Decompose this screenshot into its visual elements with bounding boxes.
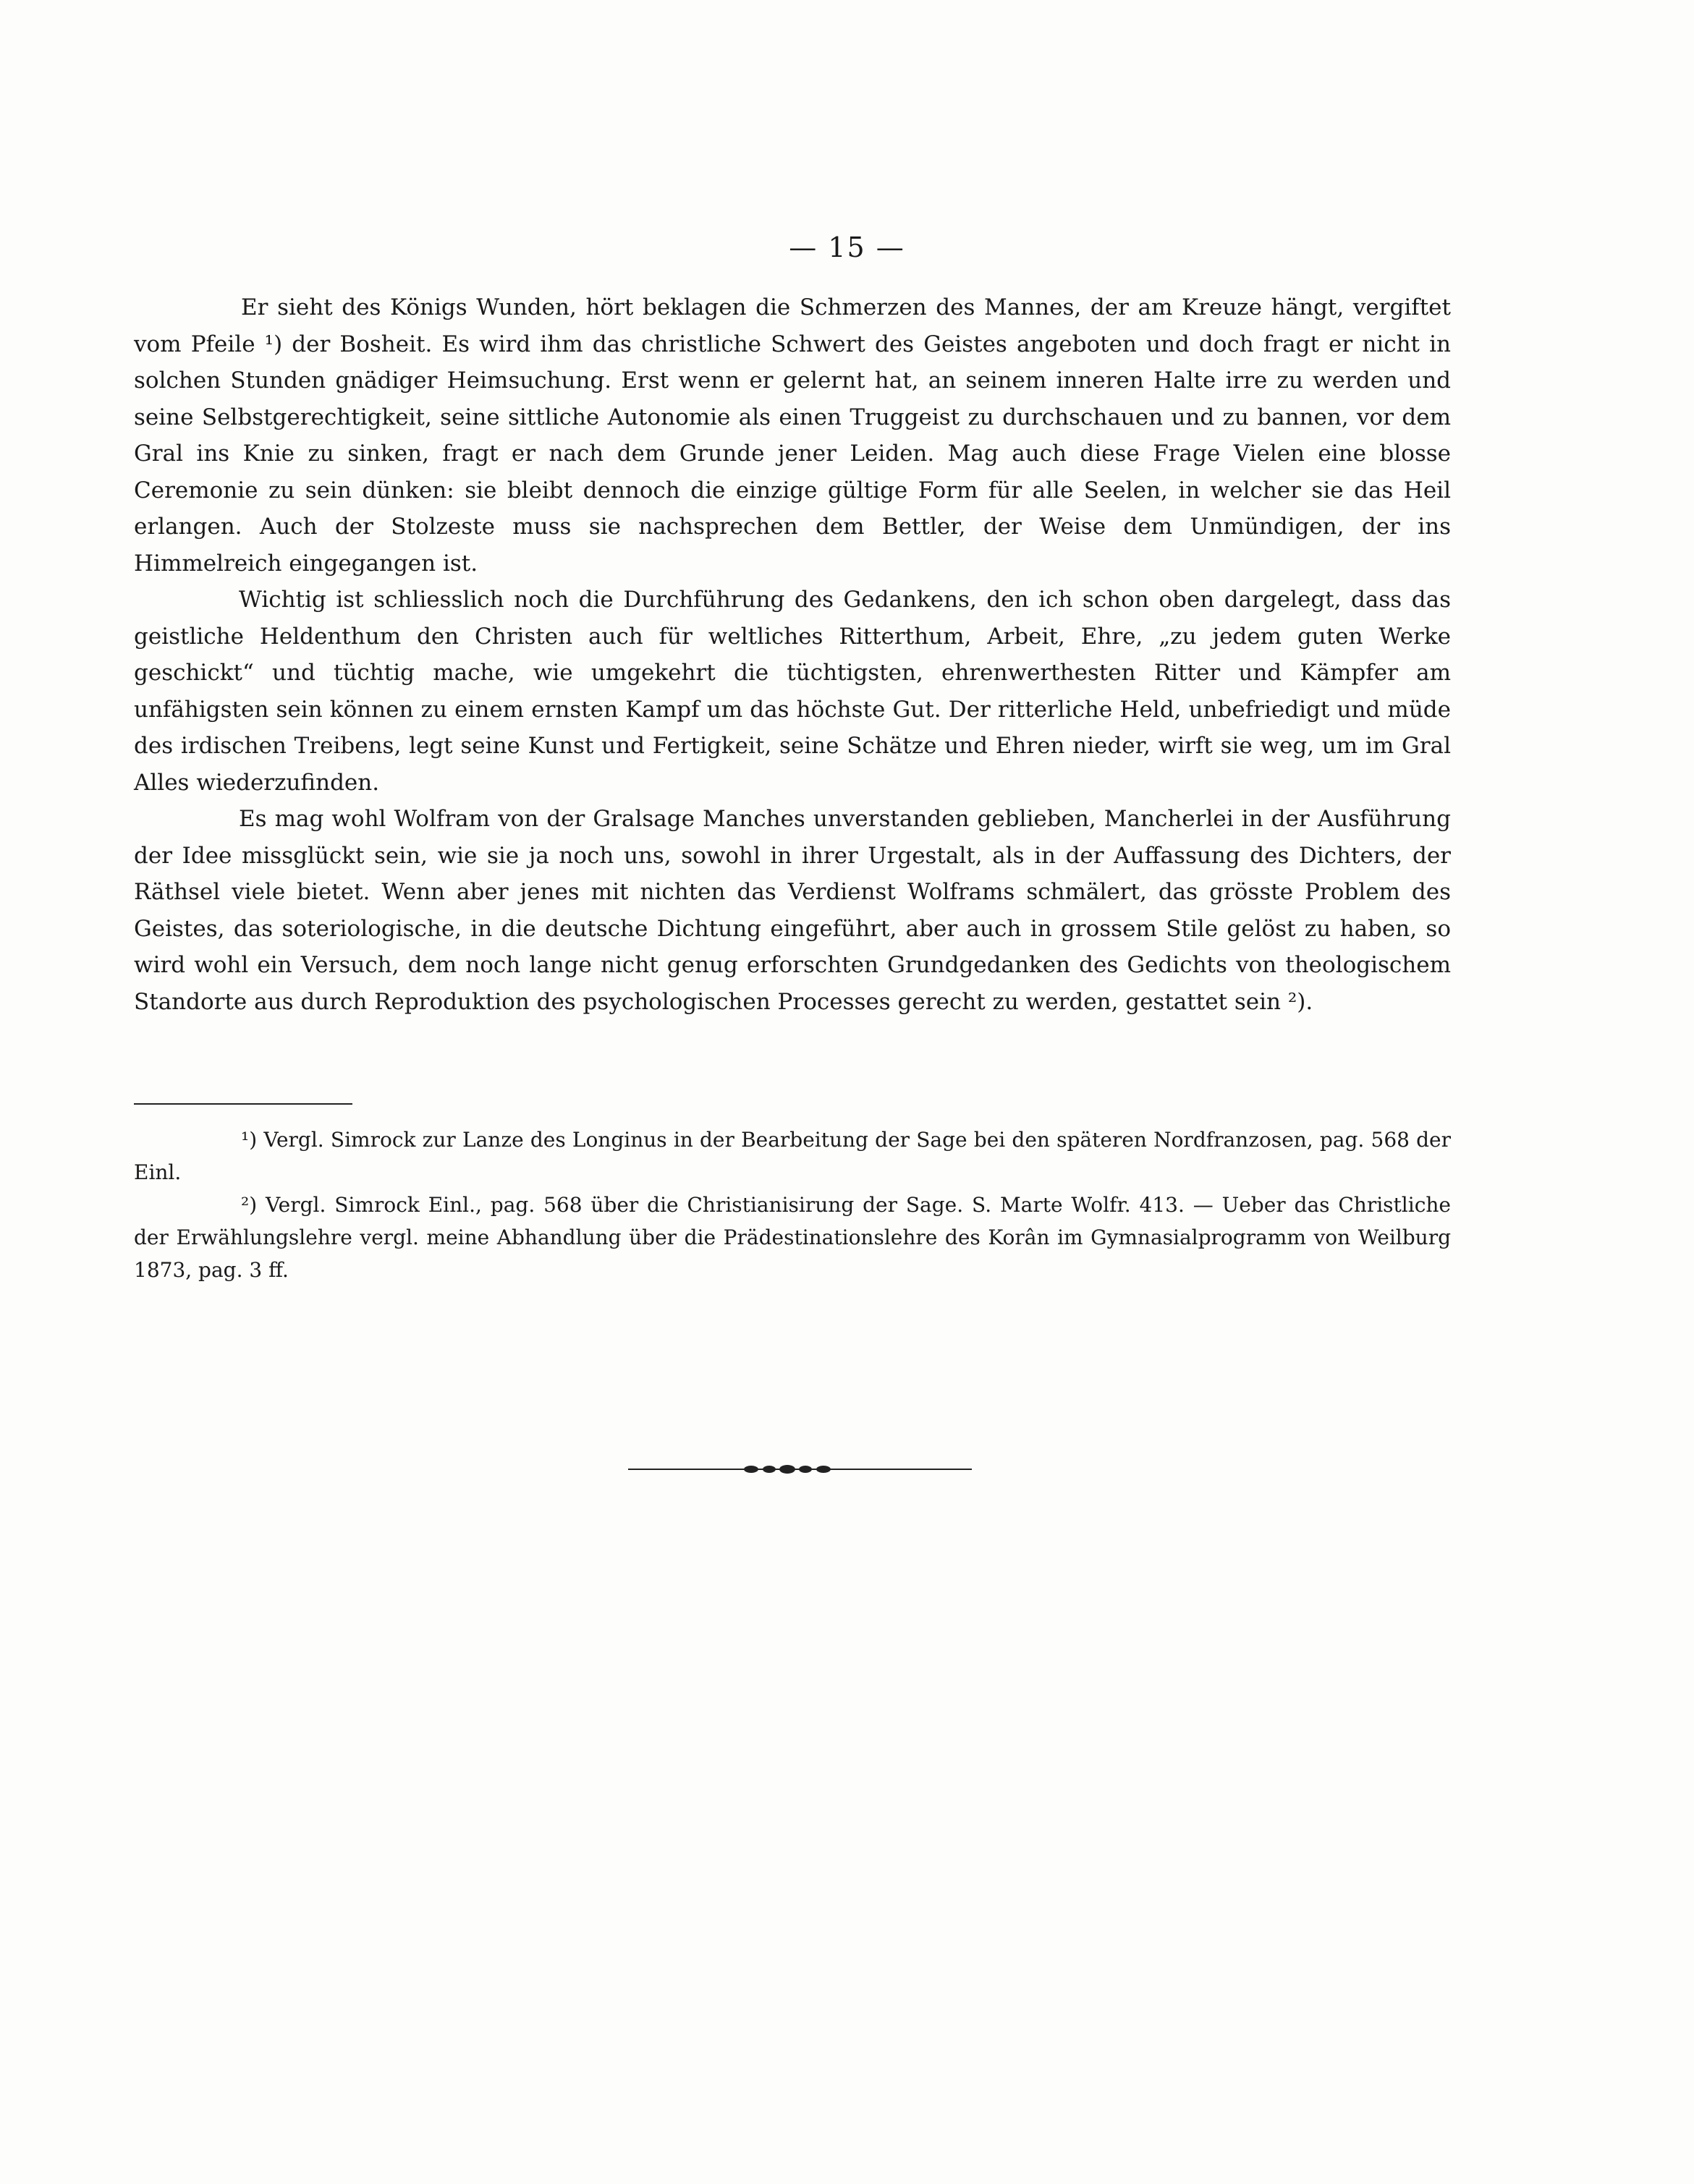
- footnotes: [134, 1123, 1451, 1286]
- paragraph: Er sieht des Königs Wunden, hört beklagen die Schmerzen des Mannes, der am Kreuze hängt, vergiftet vom Pfeile ¹) der Bosheit. Es wird ihm das christliche Schwert des Geistes angeboten und doch fragt er nicht in solchen Stunden gnädiger Heimsuchung. Erst wenn er gelernt hat, an seinem inneren Halte irre zu werden und seine Selbstgerechtigkeit, seine sittliche Autonomie als einen Truggeist zu durchschauen und zu bannen, vor dem Gral ins Knie zu sinken, fragt er nach dem Grunde jener Leiden. Mag auch diese Frage Vielen eine blosse Ceremonie zu sein dünken: sie bleibt dennoch die einzige gültige Form für alle Seelen, in welcher sie das Heil erlangen. Auch der Stolzeste muss sie nachsprechen dem Bettler, der Weise dem Unmündigen, der ins Himmelreich eingegangen ist.: [134, 294, 1451, 577]
- main-text: [134, 289, 1451, 1020]
- page-number: — 15 —: [789, 231, 905, 263]
- ornamental-end-rule: [628, 1463, 972, 1475]
- footnote: ²) Vergl. Simrock Einl., pag. 568 über die Christianisirung der Sage. S. Marte Wolfr. 413. — Ueber das Christliche der Erwählungslehre vergl. meine Abhandlung über die Prädestinationslehre des Korân im Gymnasialprogramm von Weilburg 1873, pag. 3 ff.: [134, 1193, 1451, 1282]
- paragraph: Wichtig ist schliesslich noch die Durchführung des Gedankens, den ich schon oben dargelegt, dass das geistliche Heldenthum den Christen auch für weltliches Ritterthum, Arbeit, Ehre, „zu jedem guten Werke geschickt“ und tüchtig mache, wie umgekehrt die tüchtigsten, ehrenwerthesten Ritter und Kämpfer am unfähigsten sein können zu einem ernsten Kampf um das höchste Gut. Der ritterliche Held, unbefriedigt und müde des irdischen Treibens, legt seine Kunst und Fertigkeit, seine Schätze und Ehren nieder, wirft sie weg, um im Gral Alles wiederzufinden.: [134, 587, 1451, 796]
- paragraph: Es mag wohl Wolfram von der Gralsage Manches unverstanden geblieben, Mancherlei in der Ausführung der Idee missglückt sein, wie sie ja noch uns, sowohl in ihrer Urgestalt, als in der Auffassung des Dichters, der Räthsel viele bietet. Wenn aber jenes mit nichten das Verdienst Wolframs schmälert, das grösste Problem des Geistes, das soteriologische, in die deutsche Dichtung eingeführt, aber auch in grossem Stile gelöst zu haben, so wird wohl ein Versuch, dem noch lange nicht genug erforschten Grundgedanken des Gedichts von theologischem Standorte aus durch Reproduktion des psychologischen Processes gerecht zu werden, gestattet sein ²).: [134, 806, 1451, 1015]
- footnote: ¹) Vergl. Simrock zur Lanze des Longinus in der Bearbeitung der Sage bei den späteren Nordfranzosen, pag. 568 der Einl.: [134, 1128, 1451, 1184]
- footnote-divider: [134, 1103, 352, 1105]
